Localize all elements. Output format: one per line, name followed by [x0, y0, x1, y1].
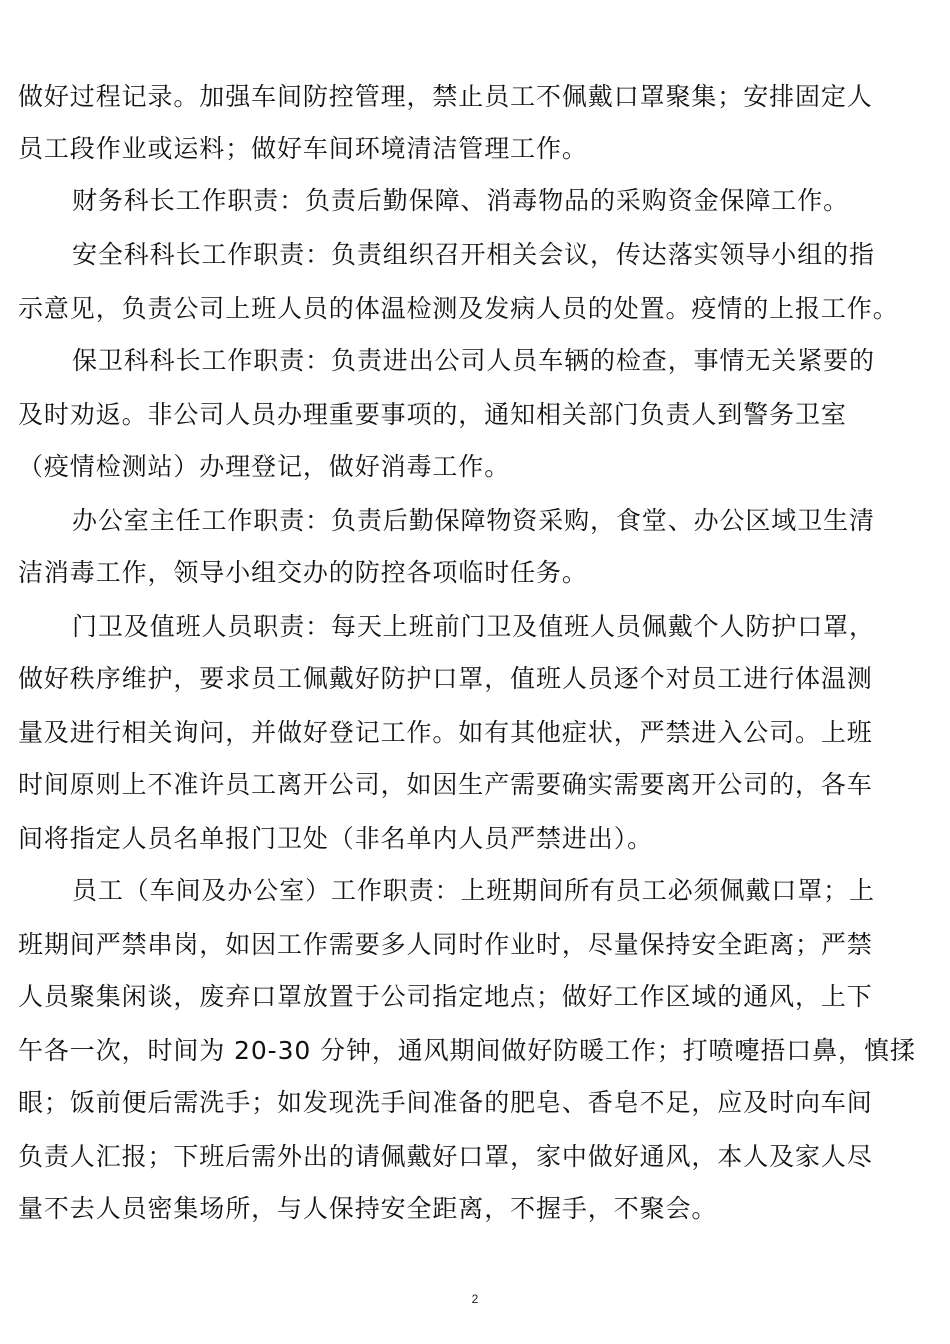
text-line: 午各一次，时间为 20-30 分钟，通风期间做好防暖工作；打喷嚏捂口鼻，慎揉	[18, 1036, 916, 1065]
text-line: 及时劝返。非公司人员办理重要事项的，通知相关部门负责人到警务卫室	[18, 400, 847, 429]
paragraph-safety-duties: 安全科科长工作职责：负责组织召开相关会议，传达落实领导小组的指	[72, 240, 875, 269]
text-line: 量及进行相关询问，并做好登记工作。如有其他症状，严禁进入公司。上班	[18, 718, 873, 747]
page-number: 2	[471, 1292, 479, 1306]
text-line: 时间原则上不准许员工离开公司，如因生产需要确实需要离开公司的，各车	[18, 770, 873, 799]
paragraph-guard-duties: 门卫及值班人员职责：每天上班前门卫及值班人员佩戴个人防护口罩，	[72, 612, 875, 641]
paragraph-security-duties: 保卫科科长工作职责：负责进出公司人员车辆的检查，事情无关紧要的	[72, 346, 875, 375]
text-line: 眼；饭前便后需洗手；如发现洗手间准备的肥皂、香皂不足，应及时向车间	[18, 1088, 873, 1117]
text-line: 示意见，负责公司上班人员的体温检测及发病人员的处置。疫情的上报工作。	[18, 294, 899, 323]
text-line: 量不去人员密集场所，与人保持安全距离，不握手，不聚会。	[18, 1194, 718, 1223]
text-line: 负责人汇报；下班后需外出的请佩戴好口罩，家中做好通风，本人及家人尽	[18, 1142, 873, 1171]
text-line: 员工段作业或运料；做好车间环境清洁管理工作。	[18, 134, 588, 163]
text-line: （疫情检测站）办理登记，做好消毒工作。	[18, 452, 511, 481]
paragraph-staff-duties: 员工（车间及办公室）工作职责：上班期间所有员工必须佩戴口罩；上	[72, 876, 875, 905]
text-line: 做好秩序维护，要求员工佩戴好防护口罩，值班人员逐个对员工进行体温测	[18, 664, 873, 693]
text-line: 做好过程记录。加强车间防控管理，禁止员工不佩戴口罩聚集；安排固定人	[18, 82, 873, 111]
paragraph-finance-duties: 财务科长工作职责：负责后勤保障、消毒物品的采购资金保障工作。	[72, 186, 850, 215]
paragraph-office-duties: 办公室主任工作职责：负责后勤保障物资采购，食堂、办公区域卫生清	[72, 506, 875, 535]
text-line: 班期间严禁串岗，如因工作需要多人同时作业时，尽量保持安全距离；严禁	[18, 930, 873, 959]
text-line: 间将指定人员名单报门卫处（非名单内人员严禁进出）。	[18, 824, 654, 853]
text-line: 洁消毒工作，领导小组交办的防控各项临时任务。	[18, 558, 588, 587]
text-line: 人员聚集闲谈，废弃口罩放置于公司指定地点；做好工作区域的通风，上下	[18, 982, 873, 1011]
